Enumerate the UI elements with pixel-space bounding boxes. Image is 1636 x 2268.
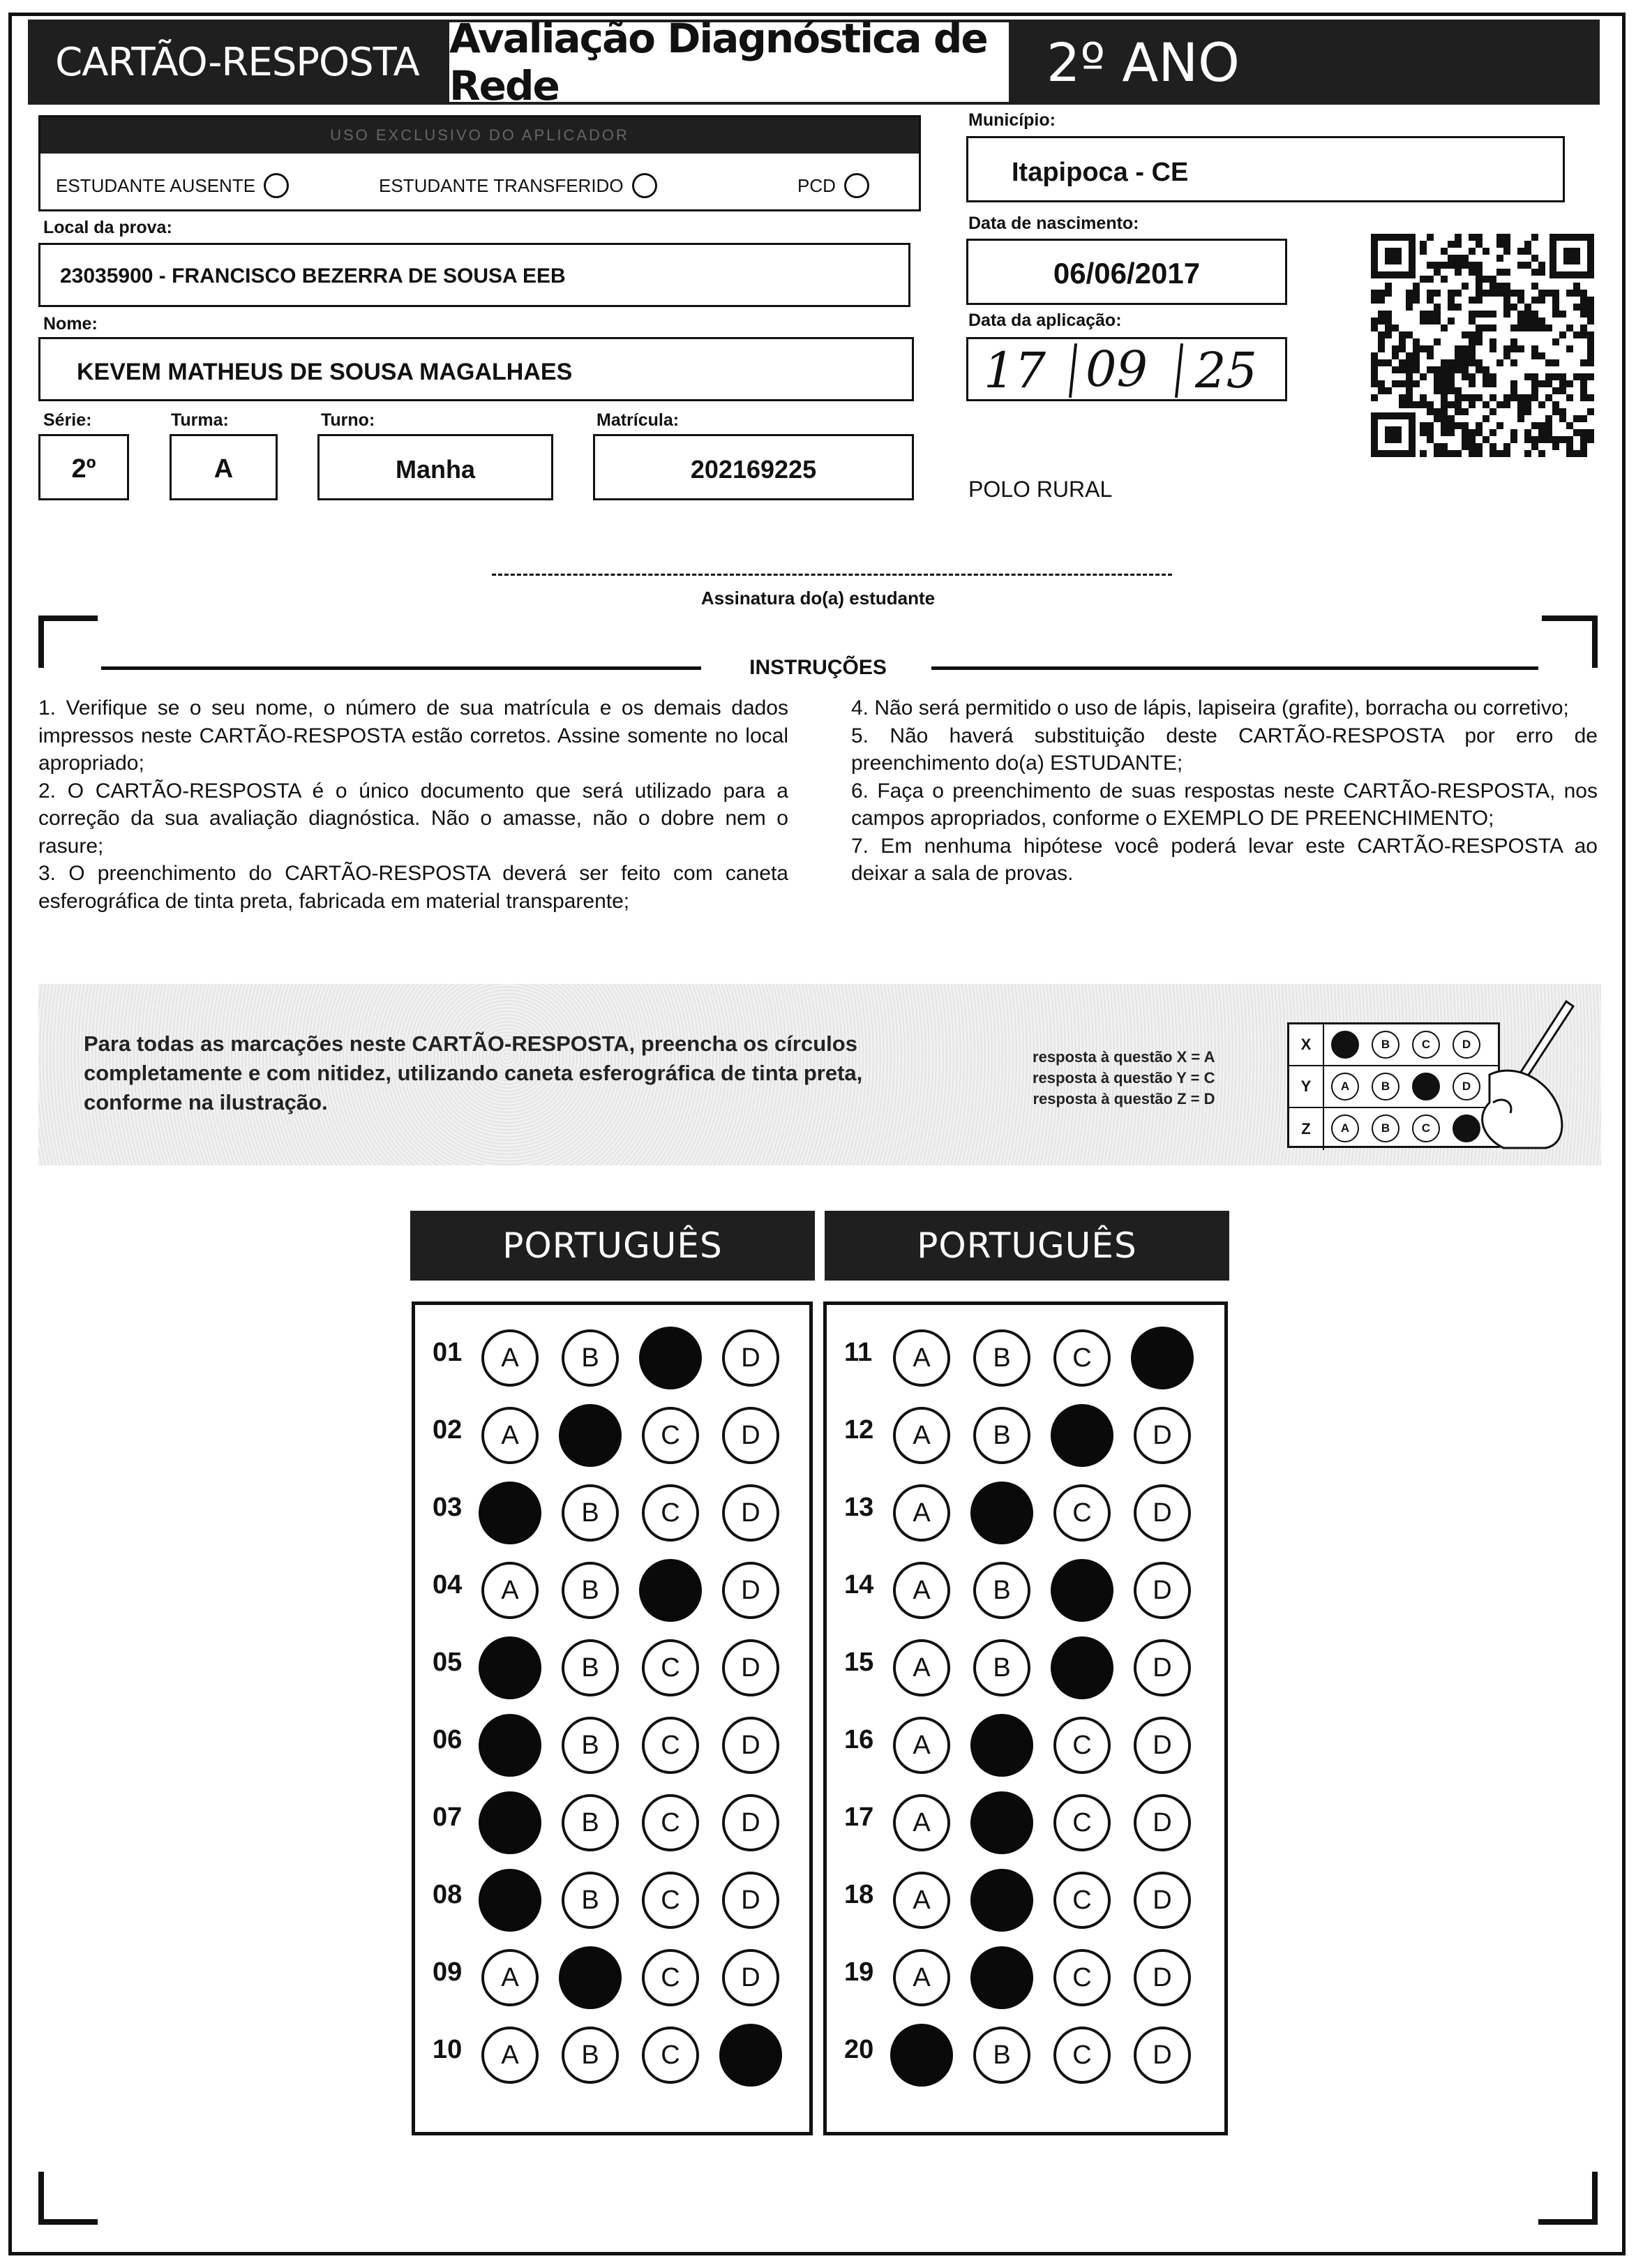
answer-bubble-d[interactable]: D [722, 1407, 779, 1464]
question-row [827, 1942, 1224, 2012]
question-number: 13 [844, 1493, 874, 1522]
example-bubble-c: C [1412, 1114, 1440, 1142]
answer-bubble-d[interactable]: D [1134, 1562, 1191, 1619]
answer-bubble-a[interactable]: A [893, 1484, 950, 1542]
example-legend-y: resposta à questão Y = C [1033, 1069, 1215, 1087]
answer-bubble-a[interactable] [479, 1869, 541, 1932]
answer-bubble-c[interactable]: C [1053, 1794, 1111, 1851]
example-row-key: Z [1289, 1108, 1324, 1150]
answer-bubble-a[interactable]: A [893, 1329, 950, 1387]
answer-bubble-b[interactable] [559, 1404, 622, 1467]
example-legend-z: resposta à questão Z = D [1033, 1090, 1215, 1107]
answer-bubble-d[interactable]: D [1134, 1639, 1191, 1696]
question-row [415, 1710, 809, 1780]
question-number: 04 [433, 1570, 463, 1599]
instructions-right [851, 694, 1598, 888]
answer-bubble-c[interactable]: C [1053, 1484, 1111, 1542]
answer-bubble-c[interactable]: C [642, 1717, 699, 1774]
answer-bubble-a[interactable]: A [481, 1407, 539, 1464]
answer-bubble-c[interactable]: C [1053, 1872, 1111, 1929]
answer-bubble-b[interactable] [970, 1869, 1033, 1932]
question-number: 10 [433, 2035, 463, 2064]
answer-bubble-a[interactable]: A [893, 1794, 950, 1851]
answer-bubble-a[interactable] [479, 1482, 541, 1544]
application-date-field[interactable] [966, 337, 1287, 401]
example-bubble-a: A [1331, 1114, 1359, 1142]
answer-bubble-c[interactable] [1051, 1559, 1113, 1622]
answer-bubble-b[interactable]: B [562, 1484, 619, 1542]
serie-label: Série: [43, 410, 92, 430]
answer-bubble-c[interactable]: C [1053, 1717, 1111, 1774]
answer-bubble-b[interactable] [970, 1946, 1033, 2009]
answer-bubble-c[interactable] [639, 1559, 702, 1622]
answer-bubble-a[interactable]: A [481, 1562, 539, 1619]
question-number: 08 [433, 1880, 463, 1909]
absent-label: ESTUDANTE AUSENTE [56, 174, 256, 196]
answer-bubble-c[interactable]: C [642, 1407, 699, 1464]
name-field [38, 337, 914, 401]
answer-bubble-c[interactable]: C [642, 1794, 699, 1851]
answer-bubble-c[interactable] [639, 1327, 702, 1389]
answer-bubble-b[interactable]: B [973, 1562, 1030, 1619]
question-number: 20 [844, 2035, 874, 2064]
polo-label: POLO RURAL [968, 477, 1113, 502]
answer-bubble-d[interactable]: D [722, 1794, 779, 1851]
answer-bubble-c[interactable] [1051, 1404, 1113, 1467]
applicator-box [38, 115, 921, 211]
answer-bubble-a[interactable]: A [481, 2027, 539, 2084]
question-row [827, 1710, 1224, 1780]
answer-bubble-a[interactable] [479, 1714, 541, 1777]
example-legend-x: resposta à questão X = A [1033, 1048, 1215, 1066]
question-number: 09 [433, 1957, 463, 1987]
answer-bubble-c[interactable]: C [642, 1484, 699, 1542]
answer-bubble-b[interactable]: B [562, 2027, 619, 2084]
question-row [415, 1555, 809, 1625]
application-year-handwritten: 25 [1195, 342, 1258, 399]
question-row [415, 1942, 809, 2012]
local-field [38, 243, 910, 307]
transferred-radio[interactable] [632, 173, 657, 198]
answer-bubble-b[interactable]: B [562, 1794, 619, 1851]
answer-bubble-c[interactable]: C [1053, 2027, 1111, 2084]
birthdate-label: Data de nascimento: [968, 214, 1139, 233]
matricula-label: Matrícula: [596, 410, 680, 430]
corner-mark-br [1592, 2172, 1598, 2224]
answer-bubble-b[interactable]: B [562, 1639, 619, 1696]
serie-value: 2º [71, 454, 96, 484]
answer-bubble-b[interactable]: B [973, 1329, 1030, 1387]
example-text: Para todas as marcações neste CARTÃO-RESPOSTA, preencha os círculos completamente e com nitidez, utilizando caneta esferográfica de tinta preta, conforme na ilustração. [84, 1031, 863, 1114]
question-row [827, 1400, 1224, 1470]
turno-field [317, 434, 553, 500]
example-bubble-b: B [1372, 1031, 1399, 1059]
answer-bubble-d[interactable]: D [722, 1949, 779, 2006]
turma-label: Turma: [171, 410, 229, 430]
transferred-option[interactable] [379, 173, 657, 198]
answer-bubble-a[interactable]: A [481, 1949, 539, 2006]
answer-bubble-d[interactable]: D [722, 1872, 779, 1929]
qr-code [1371, 234, 1594, 457]
grade-banner: 2º ANO [1012, 20, 1600, 105]
question-row [415, 1400, 809, 1470]
answer-bubble-b[interactable] [970, 1714, 1033, 1777]
answer-bubble-c[interactable]: C [1053, 1949, 1111, 2006]
section-title-right: PORTUGUÊS [825, 1211, 1229, 1281]
example-row-key: X [1289, 1024, 1324, 1065]
absent-option[interactable] [56, 173, 289, 198]
answer-bubble-b[interactable]: B [562, 1329, 619, 1387]
question-number: 16 [844, 1725, 874, 1754]
answer-bubble-a[interactable]: A [893, 1407, 950, 1464]
serie-field [38, 434, 129, 500]
question-number: 02 [433, 1415, 463, 1445]
question-row [415, 1787, 809, 1857]
answer-bubble-a[interactable]: A [893, 1639, 950, 1696]
question-number: 17 [844, 1803, 874, 1832]
municipio-field [966, 136, 1565, 202]
answer-bubble-b[interactable] [970, 1791, 1033, 1854]
question-number: 07 [433, 1803, 463, 1832]
question-row [827, 1477, 1224, 1547]
answer-bubble-a[interactable]: A [481, 1329, 539, 1387]
transferred-label: ESTUDANTE TRANSFERIDO [379, 174, 624, 196]
answer-bubble-d[interactable]: D [722, 1484, 779, 1542]
signature-line[interactable] [492, 574, 1172, 576]
signature-label: Assinatura do(a) estudante [700, 588, 936, 609]
section-title-left: PORTUGUÊS [410, 1211, 815, 1281]
answer-bubble-d[interactable] [719, 2024, 782, 2087]
answer-bubble-b[interactable]: B [562, 1717, 619, 1774]
question-number: 12 [844, 1415, 874, 1445]
instruction-2: 2. O CARTÃO-RESPOSTA é o único documento que será utilizado para a correção da sua avaliação diagnóstica. Não o amasse, não o dobre nem o rasure; [38, 779, 788, 858]
municipio-label: Município: [968, 110, 1056, 130]
question-number: 15 [844, 1648, 874, 1677]
name-value: KEVEM MATHEUS DE SOUSA MAGALHAES [77, 359, 573, 385]
corner-mark-bl [38, 2172, 44, 2224]
answer-bubble-a[interactable]: A [893, 1717, 950, 1774]
instruction-4: 4. Não será permitido o uso de lápis, lapiseira (grafite), borracha ou corretivo; [851, 696, 1569, 719]
instruction-6: 6. Faça o preenchimento de suas respostas neste CARTÃO-RESPOSTA, nos campos apropriados, conforme o EXEMPLO DE PREENCHIMENTO; [851, 779, 1598, 830]
answer-bubble-d[interactable]: D [1134, 1949, 1191, 2006]
answer-bubble-c[interactable] [1051, 1636, 1113, 1699]
answer-bubble-a[interactable] [890, 2024, 953, 2087]
example-bubble-b: B [1372, 1114, 1399, 1142]
answer-bubble-d[interactable]: D [722, 1562, 779, 1619]
question-row [827, 1322, 1224, 1392]
question-row [827, 1787, 1224, 1857]
question-number: 18 [844, 1880, 874, 1909]
example-bubble-d: D [1453, 1073, 1480, 1101]
example-bubble-a [1331, 1031, 1359, 1059]
example-legend [1033, 1047, 1215, 1110]
instructions-left [38, 694, 788, 915]
answer-bubble-b[interactable]: B [562, 1872, 619, 1929]
answer-bubble-c[interactable]: C [642, 1949, 699, 2006]
example-bubble-d: D [1453, 1031, 1480, 1059]
answer-bubble-d[interactable]: D [1134, 1717, 1191, 1774]
answer-bubble-c[interactable]: C [642, 2027, 699, 2084]
answer-bubble-d[interactable]: D [1134, 1407, 1191, 1464]
answer-bubble-d[interactable]: D [1134, 1484, 1191, 1542]
question-row [415, 1632, 809, 1702]
question-number: 01 [433, 1338, 463, 1367]
instruction-7: 7. Em nenhuma hipótese você poderá levar este CARTÃO-RESPOSTA ao deixar a sala de provas. [851, 834, 1598, 885]
answer-bubble-d[interactable]: D [1134, 2027, 1191, 2084]
question-row [415, 1865, 809, 1934]
example-bubble-c [1412, 1073, 1440, 1101]
pcd-radio[interactable] [844, 173, 869, 198]
example-bubble-b: B [1372, 1073, 1399, 1101]
question-number: 14 [844, 1570, 874, 1599]
assessment-title: Avaliação Diagnóstica de Rede [446, 20, 1012, 105]
question-row [827, 2020, 1224, 2089]
local-value: 23035900 - FRANCISCO BEZERRA DE SOUSA EEB [60, 264, 566, 288]
answer-bubble-c[interactable]: C [642, 1639, 699, 1696]
corner-mark-bl-h [38, 2219, 98, 2225]
answer-bubble-d[interactable]: D [722, 1329, 779, 1387]
date-divider-2 [1175, 343, 1183, 398]
absent-radio[interactable] [264, 173, 289, 198]
example-bubble-c: C [1412, 1031, 1440, 1059]
matricula-value: 202169225 [690, 455, 817, 484]
question-row [827, 1555, 1224, 1625]
pcd-label: PCD [797, 174, 836, 196]
answer-bubble-d[interactable]: D [1134, 1794, 1191, 1851]
answer-bubble-c[interactable]: C [642, 1872, 699, 1929]
question-row [827, 1865, 1224, 1934]
answer-bubble-b[interactable]: B [562, 1562, 619, 1619]
sheet-title: CARTÃO-RESPOSTA [28, 20, 446, 105]
answer-bubble-b[interactable]: B [973, 2027, 1030, 2084]
answer-bubble-b[interactable]: B [973, 1407, 1030, 1464]
answer-bubble-a[interactable]: A [893, 1562, 950, 1619]
corner-mark-tr-h [1542, 616, 1598, 621]
question-row [415, 2020, 809, 2089]
example-bubble-a: A [1331, 1073, 1359, 1101]
answer-bubble-d[interactable]: D [722, 1639, 779, 1696]
answer-bubble-c[interactable]: C [1053, 1329, 1111, 1387]
turno-value: Manha [395, 455, 475, 484]
birthdate-value: 06/06/2017 [1053, 257, 1201, 290]
turno-label: Turno: [321, 410, 375, 430]
example-row-key: Y [1289, 1066, 1324, 1107]
corner-mark-br-h [1538, 2219, 1598, 2225]
question-number: 19 [844, 1957, 874, 1987]
pen-hand-icon [1462, 998, 1580, 1151]
pcd-option[interactable] [797, 173, 869, 198]
turma-field [170, 434, 278, 500]
answer-bubble-a[interactable]: A [893, 1872, 950, 1929]
turma-value: A [213, 454, 234, 484]
question-number: 11 [844, 1338, 873, 1367]
answer-bubble-d[interactable]: D [722, 1717, 779, 1774]
answer-bubble-a[interactable] [479, 1791, 541, 1854]
application-month-handwritten: 09 [1086, 341, 1148, 398]
applicator-heading: USO EXCLUSIVO DO APLICADOR [40, 117, 919, 154]
question-row [415, 1322, 809, 1392]
answer-bubble-d[interactable]: D [1134, 1872, 1191, 1929]
answer-bubble-a[interactable]: A [893, 1949, 950, 2006]
answer-bubble-d[interactable] [1131, 1327, 1194, 1389]
answer-bubble-b[interactable]: B [973, 1639, 1030, 1696]
date-divider-1 [1069, 343, 1077, 398]
question-number: 06 [433, 1725, 463, 1754]
local-label: Local da prova: [43, 218, 172, 237]
instruction-5: 5. Não haverá substituição deste CARTÃO-RESPOSTA por erro de preenchimento do(a) ESTUDANTE; [851, 724, 1598, 775]
question-row [827, 1632, 1224, 1702]
answer-panel-left [412, 1301, 813, 2135]
answer-bubble-b[interactable] [970, 1482, 1033, 1544]
instruction-1: 1. Verifique se o seu nome, o número de sua matrícula e os demais dados impressos neste CARTÃO-RESPOSTA estão corretos. Assine somente no local apropriado; [38, 696, 788, 775]
matricula-field [593, 434, 914, 500]
instruction-3: 3. O preenchimento do CARTÃO-RESPOSTA deverá ser feito com caneta esferográfica de tinta preta, fabricada em material transparente; [38, 862, 788, 913]
answer-bubble-b[interactable] [559, 1946, 622, 2009]
application-day-handwritten: 17 [984, 342, 1046, 399]
answer-bubble-a[interactable] [479, 1636, 541, 1699]
question-number: 03 [433, 1493, 463, 1522]
application-date-label: Data da aplicação: [968, 311, 1122, 330]
instructions-heading: INSTRUÇÕES [749, 656, 887, 679]
question-row [415, 1477, 809, 1547]
question-number: 05 [433, 1648, 463, 1677]
name-label: Nome: [43, 314, 98, 334]
corner-mark-tl-h [38, 616, 98, 621]
answer-panel-right [823, 1301, 1228, 2135]
birthdate-field [966, 239, 1287, 305]
municipio-value: Itapipoca - CE [1012, 158, 1189, 187]
